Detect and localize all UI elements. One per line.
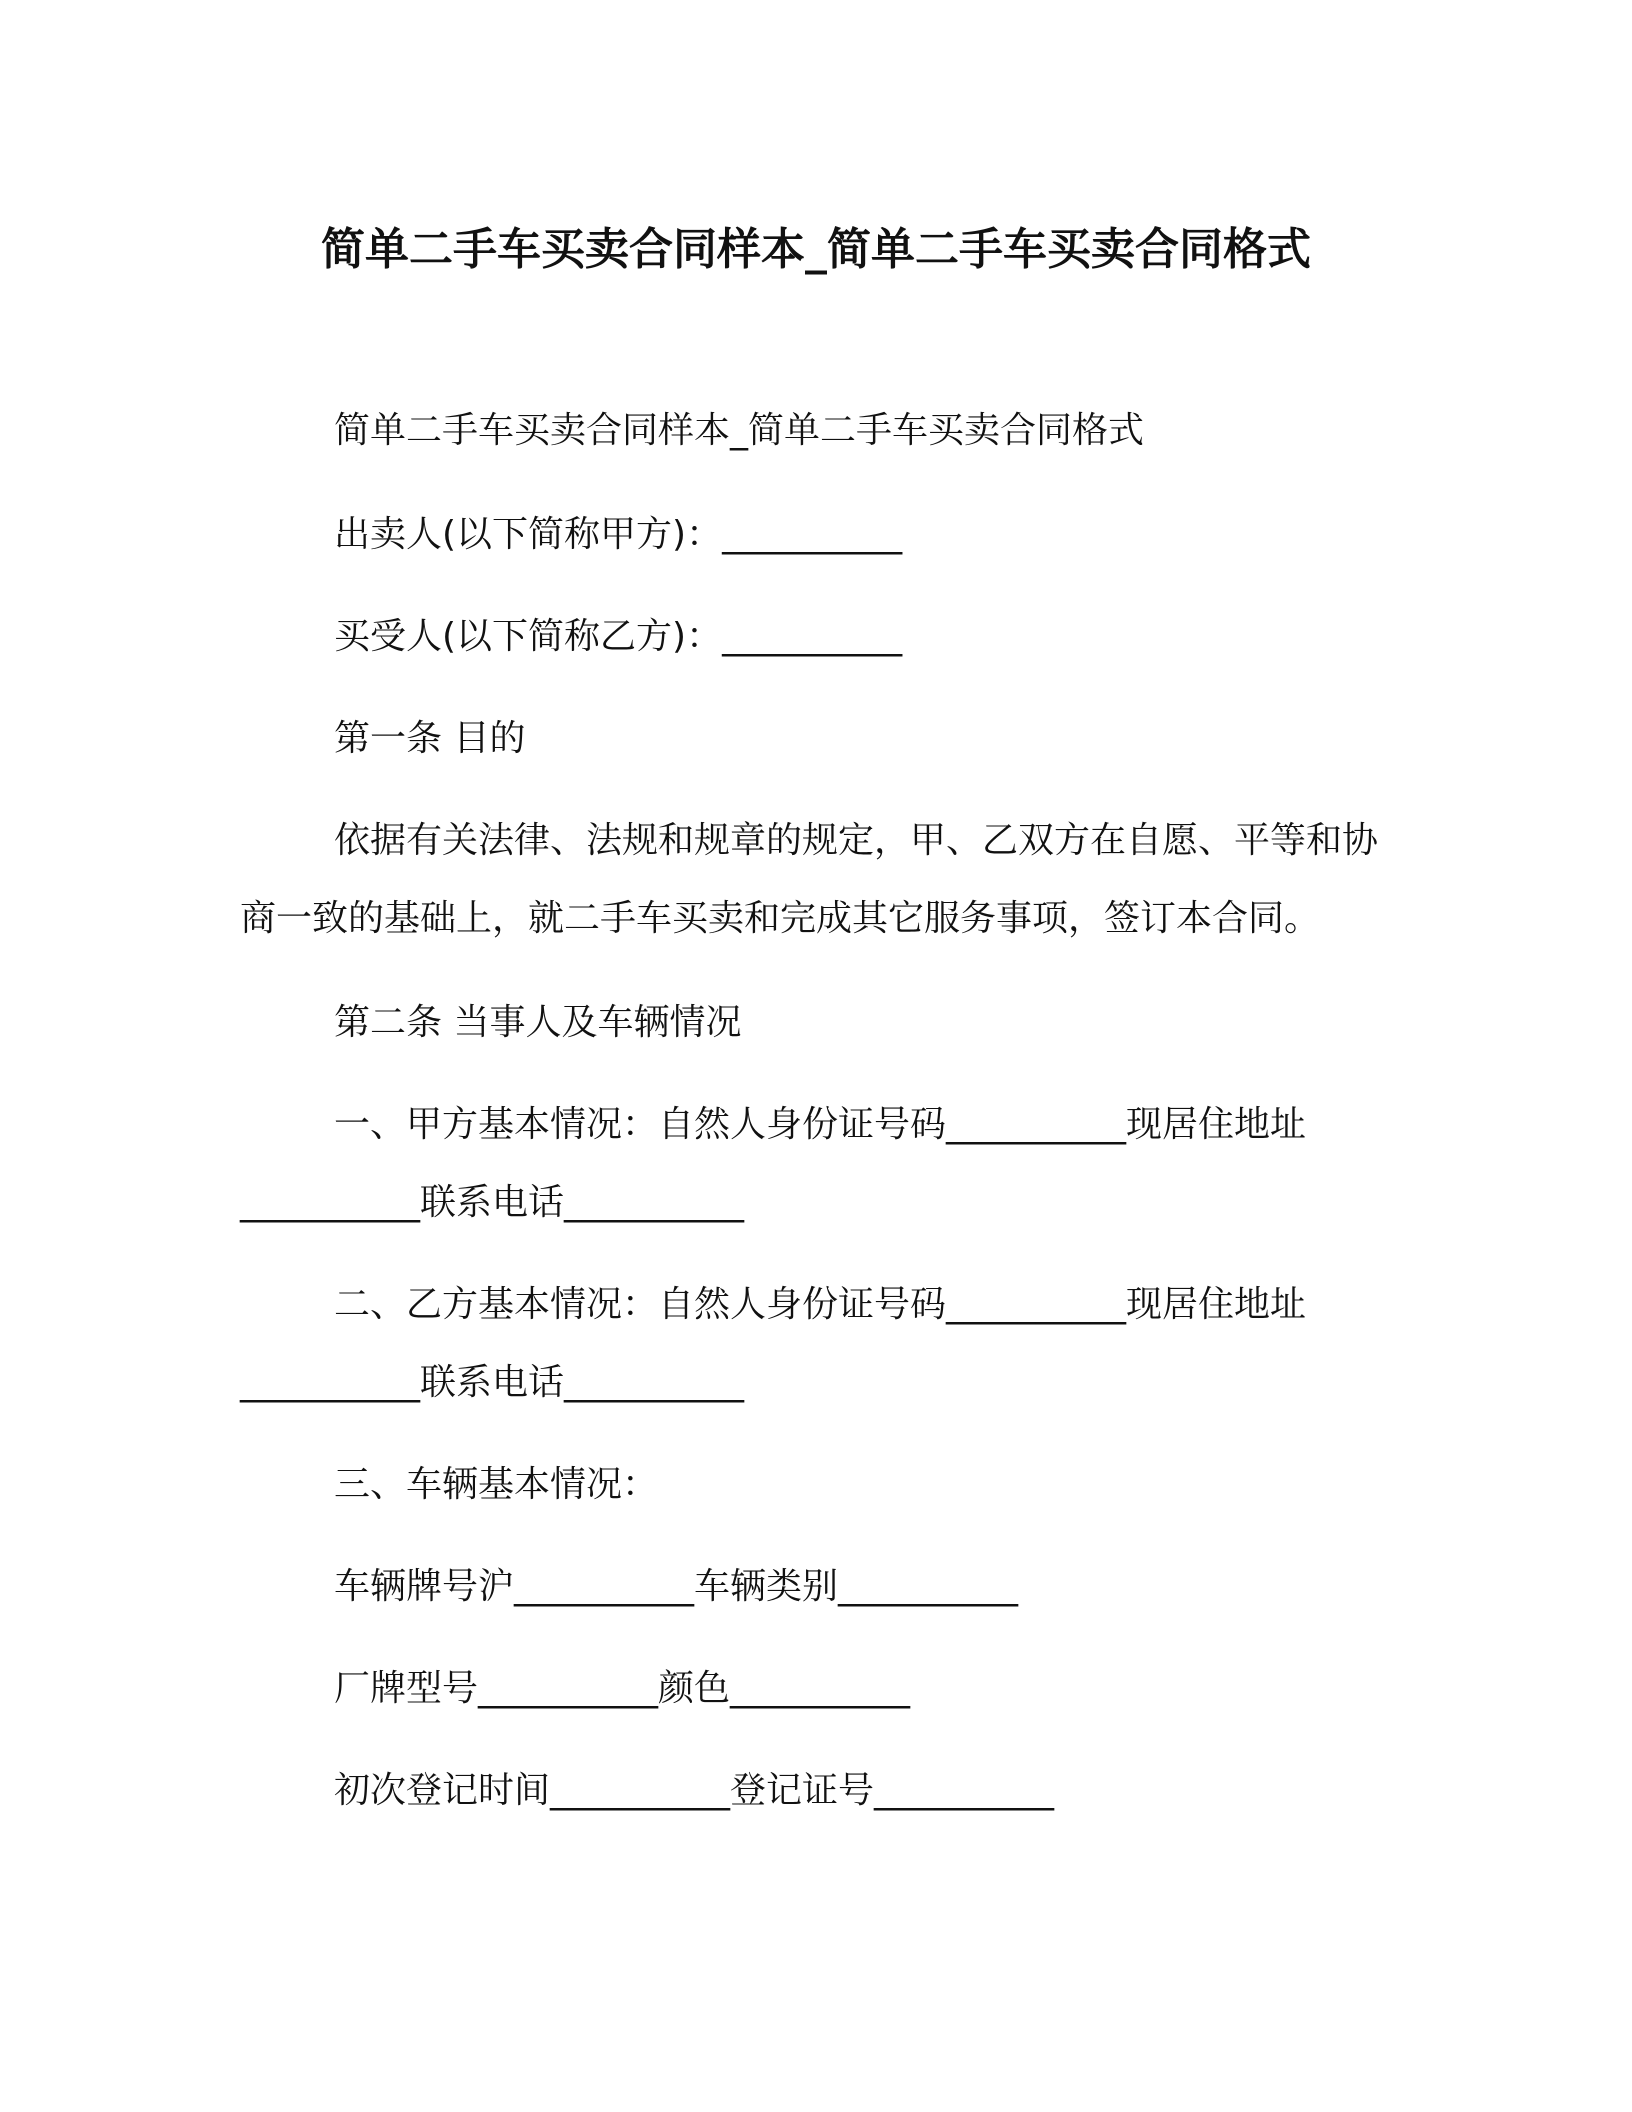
article-one-heading: 第一条 目的: [334, 718, 526, 759]
vehicle-model-line: 厂牌型号__________颜色__________: [334, 1668, 911, 1709]
document-title: 简单二手车买卖合同样本_简单二手车买卖合同格式: [321, 224, 1311, 275]
article-two-heading: 第二条 当事人及车辆情况: [334, 1002, 742, 1043]
vehicle-registration-line: 初次登记时间__________登记证号__________: [334, 1770, 1055, 1811]
seller-line: 出卖人(以下简称甲方)：__________: [334, 514, 903, 555]
subtitle-paragraph: 简单二手车买卖合同样本_简单二手车买卖合同格式: [334, 410, 1145, 451]
vehicle-plate-line: 车辆牌号沪__________车辆类别__________: [334, 1566, 1019, 1607]
article-one-body: 依据有关法律、法规和规章的规定，甲、乙双方在自愿、平等和协商一致的基础上，就二手车买卖和完成其它服务事项，签订本合同。: [240, 820, 1379, 939]
vehicle-info-heading: 三、车辆基本情况：: [334, 1464, 659, 1505]
party-a-info: 一、甲方基本情况：自然人身份证号码__________现居住地址__________联系电话__________: [240, 1104, 1307, 1223]
party-b-info: 二、乙方基本情况：自然人身份证号码__________现居住地址__________联系电话__________: [240, 1284, 1307, 1403]
buyer-line: 买受人(以下简称乙方)：__________: [334, 616, 903, 657]
